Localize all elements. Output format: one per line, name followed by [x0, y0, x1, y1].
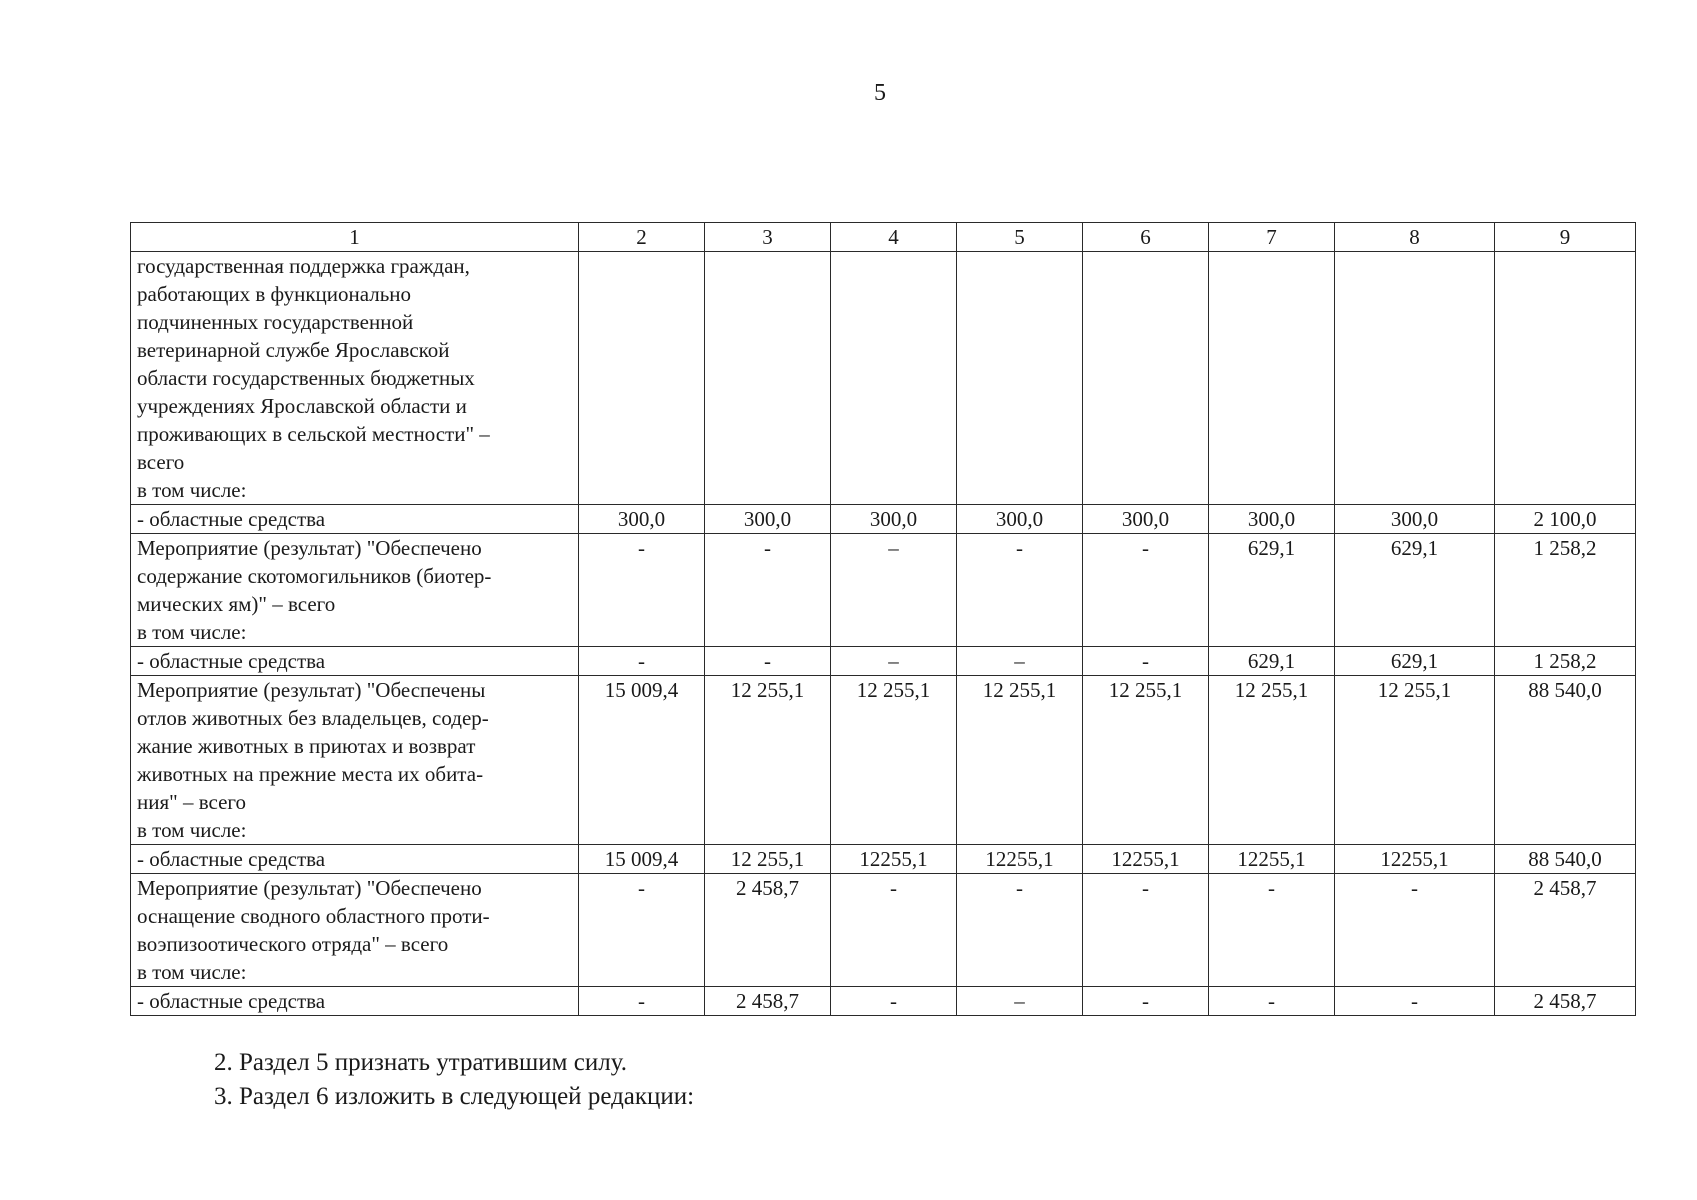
row-label: - областные средства — [131, 647, 579, 676]
table-cell: 2 100,0 — [1495, 505, 1636, 534]
table-cell: - — [831, 874, 957, 987]
table-cell: - — [1083, 647, 1209, 676]
table-cell: - — [831, 987, 957, 1016]
table-cell: 12255,1 — [1083, 845, 1209, 874]
table-cell: 300,0 — [1335, 505, 1495, 534]
table-cell: – — [831, 534, 957, 647]
table-cell: 2 458,7 — [705, 874, 831, 987]
table-cell: 300,0 — [1083, 505, 1209, 534]
table-cell: - — [705, 534, 831, 647]
table-cell: 12 255,1 — [831, 676, 957, 845]
table-cell — [957, 252, 1083, 505]
budget-table — [130, 222, 1636, 1016]
row-label: - областные средства — [131, 845, 579, 874]
table-row — [131, 505, 1636, 534]
table-cell: - — [1083, 987, 1209, 1016]
table-cell: - — [1083, 874, 1209, 987]
table-cell: 300,0 — [957, 505, 1083, 534]
table-cell: - — [1209, 987, 1335, 1016]
table-cell: - — [1083, 534, 1209, 647]
table-row — [131, 987, 1636, 1016]
table-cell: 2 458,7 — [1495, 987, 1636, 1016]
table-row — [131, 534, 1636, 647]
row-label: Мероприятие (результат) "Обеспечено оснащение сводного областного проти- воэпизоотического отряда" – всего в том числе: — [131, 874, 579, 987]
table-cell: 2 458,7 — [1495, 874, 1636, 987]
page-number: 5 — [874, 80, 886, 106]
table-cell — [1335, 252, 1495, 505]
column-header: 9 — [1495, 223, 1636, 252]
table-cell: 1 258,2 — [1495, 647, 1636, 676]
table-cell: - — [579, 987, 705, 1016]
table-cell: 2 458,7 — [705, 987, 831, 1016]
table-cell — [831, 252, 957, 505]
table-row — [131, 647, 1636, 676]
table-cell: 300,0 — [579, 505, 705, 534]
table-cell: 12 255,1 — [1083, 676, 1209, 845]
table-cell — [1083, 252, 1209, 505]
table-cell: 629,1 — [1335, 534, 1495, 647]
table-cell: 629,1 — [1335, 647, 1495, 676]
table-cell: 300,0 — [705, 505, 831, 534]
table-cell: - — [705, 647, 831, 676]
table-cell: 12255,1 — [1335, 845, 1495, 874]
column-header: 5 — [957, 223, 1083, 252]
footer-paragraph: 3. Раздел 6 изложить в следующей редакции: — [214, 1083, 695, 1110]
footer-paragraph: 2. Раздел 5 признать утратившим силу. — [214, 1049, 627, 1076]
table-cell: - — [579, 874, 705, 987]
table-cell — [1209, 252, 1335, 505]
table-cell: 12255,1 — [957, 845, 1083, 874]
column-header: 3 — [705, 223, 831, 252]
table-cell: – — [831, 647, 957, 676]
table-cell: - — [579, 534, 705, 647]
table-cell: – — [957, 987, 1083, 1016]
table-cell: 12 255,1 — [957, 676, 1083, 845]
table-cell — [579, 252, 705, 505]
table-cell: - — [1209, 874, 1335, 987]
table-cell: - — [957, 534, 1083, 647]
table-header-row — [131, 223, 1636, 252]
table-cell: 300,0 — [1209, 505, 1335, 534]
table-cell: - — [957, 874, 1083, 987]
table-cell — [1495, 252, 1636, 505]
table-cell: 15 009,4 — [579, 676, 705, 845]
row-label: - областные средства — [131, 987, 579, 1016]
row-label: Мероприятие (результат) "Обеспечены отлов животных без владельцев, содер- жание животных в приютах и возврат животных на прежние места их обита- ния" – всего в том числе: — [131, 676, 579, 845]
table-row — [131, 845, 1636, 874]
table-cell: - — [1335, 987, 1495, 1016]
table-cell: 300,0 — [831, 505, 957, 534]
table-cell: 12 255,1 — [705, 676, 831, 845]
table-cell: 88 540,0 — [1495, 845, 1636, 874]
table-row — [131, 676, 1636, 845]
table-cell: - — [579, 647, 705, 676]
table-cell: 12255,1 — [831, 845, 957, 874]
table-cell: 15 009,4 — [579, 845, 705, 874]
table-cell: 88 540,0 — [1495, 676, 1636, 845]
row-label: - областные средства — [131, 505, 579, 534]
table-cell: 1 258,2 — [1495, 534, 1636, 647]
table-cell: 12 255,1 — [705, 845, 831, 874]
row-label: государственная поддержка граждан, работающих в функционально подчиненных государственной ветеринарной службе Ярославской области государственных бюджетных учреждениях Ярославской области и проживающих в сельской местности" – всего в том числе: — [131, 252, 579, 505]
column-header: 2 — [579, 223, 705, 252]
table-row — [131, 874, 1636, 987]
column-header: 6 — [1083, 223, 1209, 252]
table-cell: 12 255,1 — [1335, 676, 1495, 845]
table-cell: - — [1335, 874, 1495, 987]
table-cell: – — [957, 647, 1083, 676]
table-cell: 629,1 — [1209, 647, 1335, 676]
table-row — [131, 252, 1636, 505]
table-cell: 12255,1 — [1209, 845, 1335, 874]
table-cell: 12 255,1 — [1209, 676, 1335, 845]
table-cell: 629,1 — [1209, 534, 1335, 647]
column-header: 1 — [131, 223, 579, 252]
column-header: 8 — [1335, 223, 1495, 252]
column-header: 7 — [1209, 223, 1335, 252]
table-cell — [705, 252, 831, 505]
column-header: 4 — [831, 223, 957, 252]
row-label: Мероприятие (результат) "Обеспечено содержание скотомогильников (биотер- мических ям)" – всего в том числе: — [131, 534, 579, 647]
